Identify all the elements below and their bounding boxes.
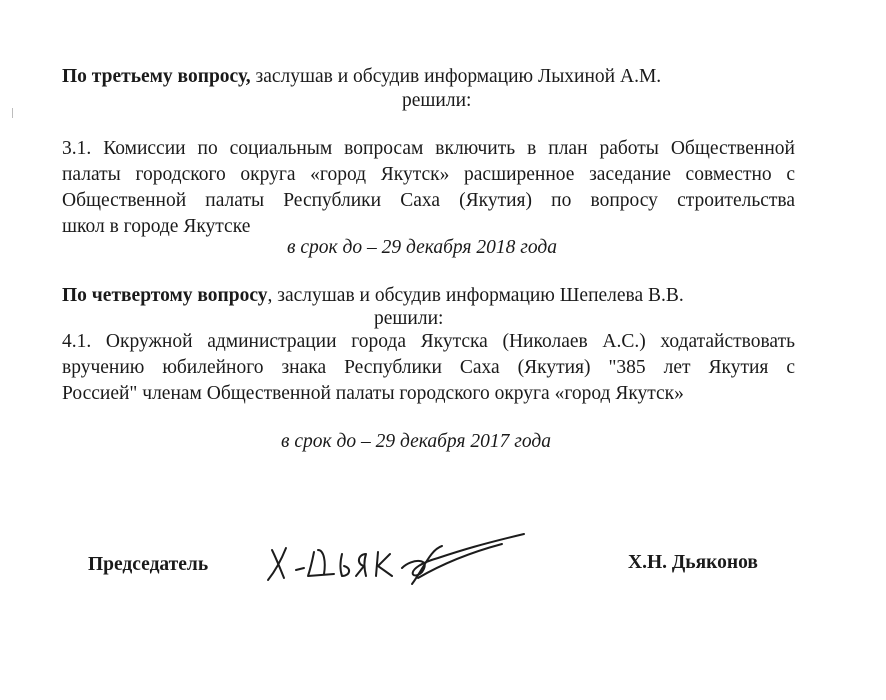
question3-deadline: в срок до – 29 декабря 2018 года — [287, 237, 557, 258]
question3-heading-bold: По третьему вопросу, — [62, 66, 251, 87]
question3-heading-rest: заслушав и обсудив информацию Лыхиной А.М. — [250, 66, 662, 87]
question3-item-line-1: 3.1. Комиссии по социальным вопросам включить в план работы Общественной — [62, 138, 795, 159]
question3-heading — [62, 64, 661, 90]
question4-heading-bold: По четвертому вопросу — [62, 285, 268, 306]
question3-item-line-3: Общественной палаты Республики Саха (Якутия) по вопросу строительства — [62, 190, 795, 211]
handwritten-signature — [262, 528, 542, 588]
question3-item-line-4: школ в городе Якутске — [62, 216, 251, 237]
question3-item-line-2: палаты городского округа «город Якутск» расширенное заседание совместно с — [62, 164, 795, 185]
question4-heading — [62, 283, 684, 309]
question4-decided: решили: — [374, 308, 444, 329]
question4-item-line-1: 4.1. Окружной администрации города Якутска (Николаев А.С.) ходатайствовать — [62, 331, 795, 352]
question4-deadline: в срок до – 29 декабря 2017 года — [281, 431, 551, 452]
scan-margin-mark — [12, 108, 13, 118]
question4-item-line-2: вручению юбилейного знака Республики Саха (Якутия) "385 лет Якутия с — [62, 357, 795, 378]
question3-decided: решили: — [402, 90, 472, 111]
question4-heading-rest: , заслушав и обсудив информацию Шепелева В.В. — [267, 285, 684, 306]
chairman-role-label: Председатель — [88, 554, 209, 575]
chairman-name: Х.Н. Дьяконов — [628, 552, 758, 573]
question4-item-line-3: Россией" членам Общественной палаты городского округа «город Якутск» — [62, 383, 684, 404]
